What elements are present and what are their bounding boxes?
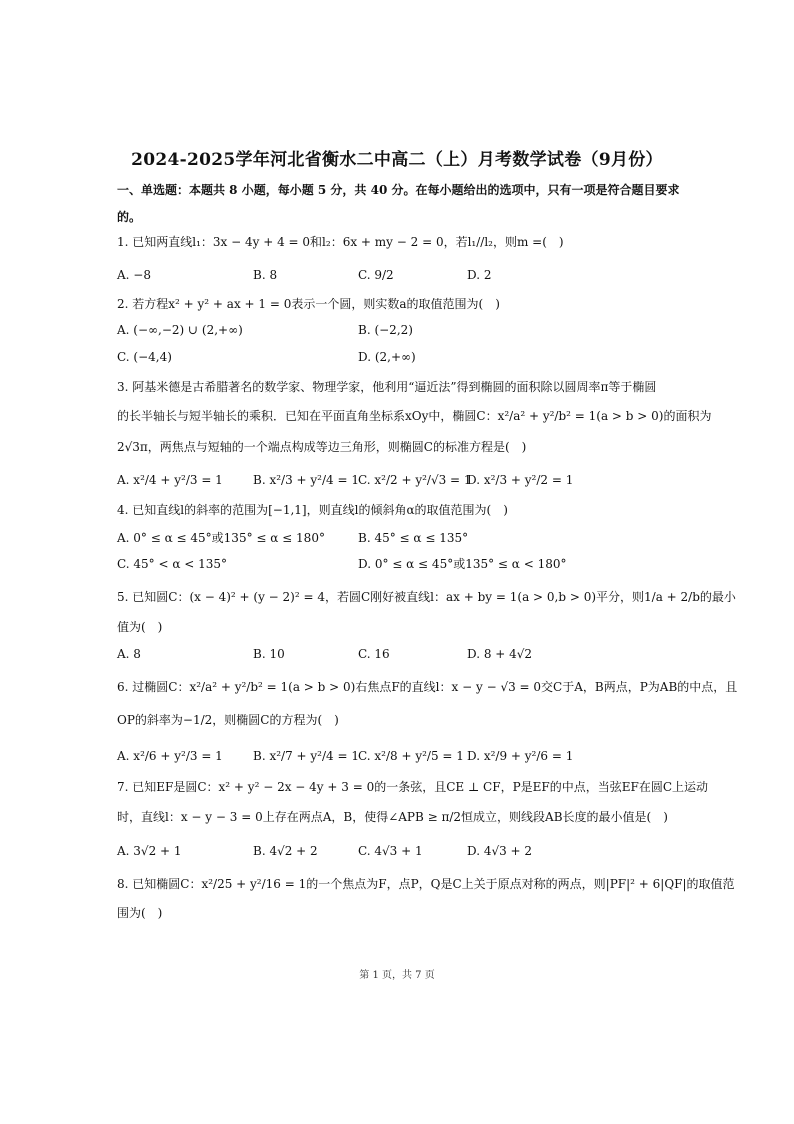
q6-option-b: B. x²/7 + y²/4 = 1: [253, 749, 359, 763]
question-6-stem-line-1: 6. 过椭圆C：x²/a² + y²/b² = 1(a > b > 0)右焦点F的直线l：x − y − √3 = 0交C于A，B两点，P为AB的中点，且: [117, 680, 738, 694]
q2-option-d: D. (2,+∞): [358, 350, 416, 364]
q6-option-a: A. x²/6 + y²/3 = 1: [117, 749, 223, 763]
q3-option-d: D. x²/3 + y²/2 = 1: [467, 473, 574, 487]
question-5-stem-line-1: 5. 已知圆C：(x − 4)² + (y − 2)² = 4，若圆C刚好被直线l：ax + by = 1(a > 0,b > 0)平分，则1/a + 2/b的最小: [117, 590, 736, 604]
q4-option-d: D. 0° ≤ α ≤ 45°或135° ≤ α < 180°: [358, 557, 567, 571]
q4-option-a: A. 0° ≤ α ≤ 45°或135° ≤ α ≤ 180°: [117, 531, 325, 545]
q5-option-b: B. 10: [253, 647, 285, 661]
q3-option-a: A. x²/4 + y²/3 = 1: [117, 473, 223, 487]
question-2-stem: 2. 若方程x² + y² + ax + 1 = 0表示一个圆，则实数a的取值范围为( ): [117, 297, 500, 311]
section-heading: 一、单选题：本题共 8 小题，每小题 5 分，共 40 分。在每小题给出的选项中，只有一项是符合题目要求: [117, 183, 680, 197]
question-3-stem-line-1: 3. 阿基米德是古希腊著名的数学家、物理学家，他利用“逼近法”得到椭圆的面积除以圆周率π等于椭圆: [117, 380, 657, 394]
question-8-stem-line-1: 8. 已知椭圆C：x²/25 + y²/16 = 1的一个焦点为F，点P，Q是C上关于原点对称的两点，则|PF|² + 6|QF|的取值范: [117, 877, 735, 891]
q2-option-c: C. (−4,4): [117, 350, 172, 364]
q7-option-a: A. 3√2 + 1: [117, 844, 182, 858]
q3-option-b: B. x²/3 + y²/4 = 1: [253, 473, 359, 487]
q1-option-c: C. 9/2: [358, 268, 394, 282]
page-title: 2024-2025学年河北省衡水二中高二（上）月考数学试卷（9月份）: [131, 150, 663, 170]
question-8-stem-line-2: 围为( ): [117, 906, 163, 920]
q3-option-c: C. x²/2 + y²/√3 = 1: [358, 473, 472, 487]
q1-option-b: B. 8: [253, 268, 278, 282]
q2-option-b: B. (−2,2): [358, 323, 413, 337]
question-1-stem: 1. 已知两直线l₁：3x − 4y + 4 = 0和l₂：6x + my − 2 = 0，若l₁//l₂，则m =( ): [117, 235, 564, 249]
question-3-stem-line-3: 2√3π，两焦点与短轴的一个端点构成等边三角形，则椭圆C的标准方程是( ): [117, 440, 527, 454]
q7-option-c: C. 4√3 + 1: [358, 844, 423, 858]
question-4-stem: 4. 已知直线l的斜率的范围为[−1,1]，则直线l的倾斜角α的取值范围为( ): [117, 503, 508, 517]
page-footer: 第 1 页，共 7 页: [359, 970, 435, 981]
question-5-stem-line-2: 值为( ): [117, 620, 163, 634]
q5-option-c: C. 16: [358, 647, 390, 661]
q7-option-b: B. 4√2 + 2: [253, 844, 318, 858]
question-7-stem-line-1: 7. 已知EF是圆C：x² + y² − 2x − 4y + 3 = 0的一条弦，且CE ⊥ CF，P是EF的中点，当弦EF在圆C上运动: [117, 780, 708, 794]
question-3-stem-line-2: 的长半轴长与短半轴长的乘积．已知在平面直角坐标系xOy中，椭圆C：x²/a² + y²/b² = 1(a > b > 0)的面积为: [117, 409, 712, 423]
q4-option-b: B. 45° ≤ α ≤ 135°: [358, 531, 469, 545]
question-6-stem-line-2: OP的斜率为−1/2，则椭圆C的方程为( ): [117, 713, 339, 727]
q7-option-d: D. 4√3 + 2: [467, 844, 533, 858]
q5-option-d: D. 8 + 4√2: [467, 647, 533, 661]
q4-option-c: C. 45° < α < 135°: [117, 557, 228, 571]
q2-option-a: A. (−∞,−2) ∪ (2,+∞): [117, 323, 243, 337]
q1-option-a: A. −8: [117, 268, 151, 282]
q5-option-a: A. 8: [117, 647, 141, 661]
q6-option-c: C. x²/8 + y²/5 = 1: [358, 749, 464, 763]
q1-option-d: D. 2: [467, 268, 492, 282]
question-7-stem-line-2: 时，直线l：x − y − 3 = 0上存在两点A，B，使得∠APB ≥ π/2恒成立，则线段AB长度的最小值是( ): [117, 810, 668, 824]
q6-option-d: D. x²/9 + y²/6 = 1: [467, 749, 574, 763]
section-heading-cont: 的。: [117, 210, 142, 224]
